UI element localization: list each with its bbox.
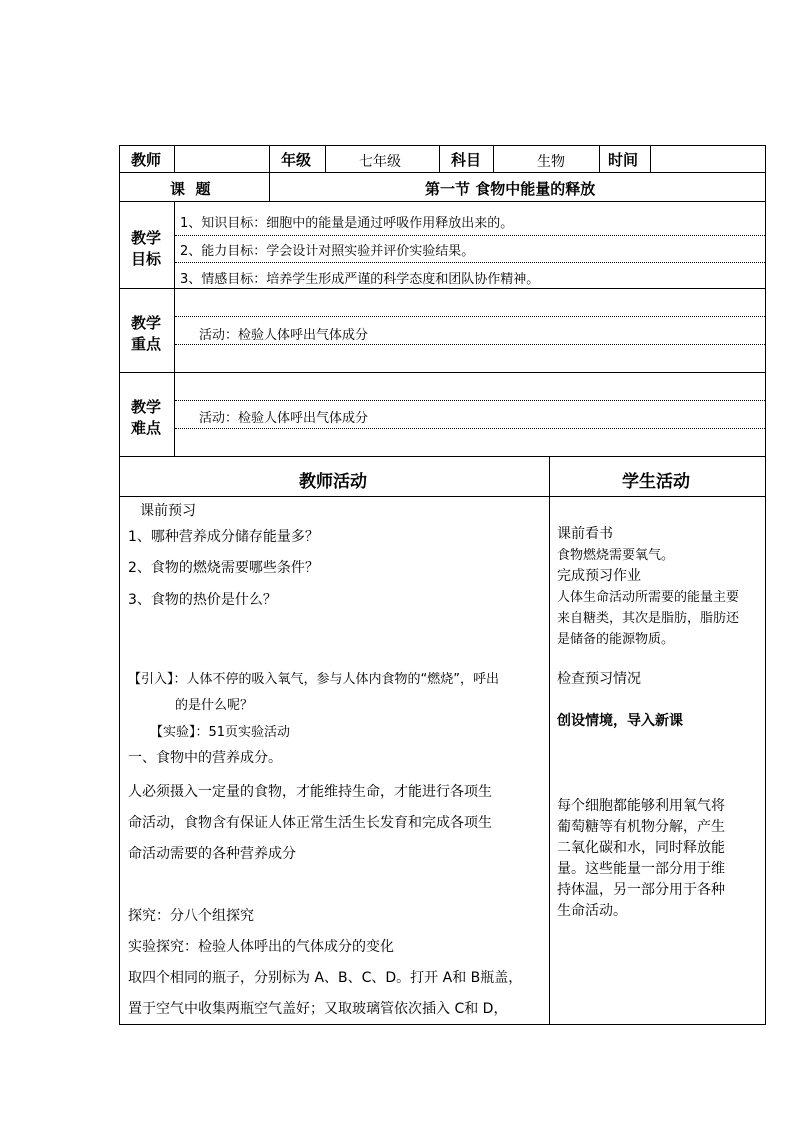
question-item: 2、食物的燃烧需要哪些条件？ [128,560,319,576]
goals-label-2: 目标 [131,250,162,268]
difficulties-label-1: 教学 [131,398,162,416]
student-homework: 完成预习作业 [557,568,641,584]
intro-line-1: 【引入】：人体不停的吸入氧气，参与人体内食物的“燃烧”，呼出 [128,672,499,687]
paragraph-line: 命活动，食物含有保证人体正常生活生长发育和完成各项生 [128,815,492,831]
difficulties-text: 活动：检验人体呼出气体成分 [199,411,369,426]
steps-line: 取四个相同的瓶子，分别标为 A、B、C、D。打开 A和 B瓶盖， [128,970,523,986]
question-item: 1、哪种营养成分储存能量多？ [128,529,319,545]
key-points-text: 活动：检验人体呼出气体成分 [199,328,369,343]
cell-line: 生命活动。 [557,903,627,919]
grade-label: 年级 [281,151,312,169]
paragraph-line: 命活动需要的各种营养成分 [128,846,296,862]
teacher-label: 教师 [131,151,162,169]
student-oxygen: 食物燃烧需要氧气。 [557,548,675,563]
cell-line: 持体温，另一部分用于各种 [557,882,725,898]
steps-line: 置于空气中收集两瓶空气盖好；又取玻璃管依次插入 C和 D， [128,1001,508,1017]
cell-line: 二氧化碳和水，同时释放能 [557,840,725,856]
cell-line: 量。这些能量一部分用于维 [557,861,725,877]
subject-value: 生物 [537,154,565,170]
student-scenario: 创设情境，导入新课 [557,713,683,729]
energy-line: 人体生命活动所需要的能量主要 [557,590,740,605]
inquiry-line: 探究：分八个组探究 [128,908,254,924]
topic-label: 课 题 [170,180,211,198]
grade-value: 七年级 [359,154,401,170]
energy-line: 来自糖类，其次是脂肪，脂肪还 [557,611,740,626]
topic-title: 第一节 食物中能量的释放 [425,180,596,198]
key-points-label-1: 教学 [131,314,162,332]
experiment-line: 【实验】：51页实验活动 [150,725,291,740]
goal-item-ability: 2、能力目标：学会设计对照实验并评价实验结果。 [180,244,475,259]
goal-item-knowledge: 1、知识目标：细胞中的能量是通过呼吸作用释放出来的。 [180,216,514,231]
section-heading: 一、食物中的营养成分。 [128,750,282,766]
question-item: 3、食物的热价是什么？ [128,592,277,608]
student-read: 课前看书 [557,526,613,542]
student-check: 检查预习情况 [557,671,641,687]
preview-title: 课前预习 [140,503,196,519]
time-label: 时间 [608,151,639,169]
cell-line: 葡萄糖等有机物分解，产生 [557,819,725,835]
teacher-activity-heading: 教师活动 [299,472,367,492]
experiment-inquiry-line: 实验探究：检验人体呼出的气体成分的变化 [128,939,394,955]
key-points-label-2: 重点 [131,335,162,353]
goal-item-emotion: 3、情感目标：培养学生形成严谨的科学态度和团队协作精神。 [180,272,540,287]
paragraph-line: 人必须摄入一定量的食物，才能维持生命，才能进行各项生 [128,784,492,800]
energy-line: 是储备的能源物质。 [557,632,675,647]
intro-line-2: 的是什么呢？ [175,698,254,713]
subject-label: 科目 [451,151,482,169]
cell-line: 每个细胞都能够利用氧气将 [557,798,725,814]
goals-label-1: 教学 [131,229,162,247]
student-activity-heading: 学生活动 [622,472,690,492]
difficulties-label-2: 难点 [131,419,162,437]
